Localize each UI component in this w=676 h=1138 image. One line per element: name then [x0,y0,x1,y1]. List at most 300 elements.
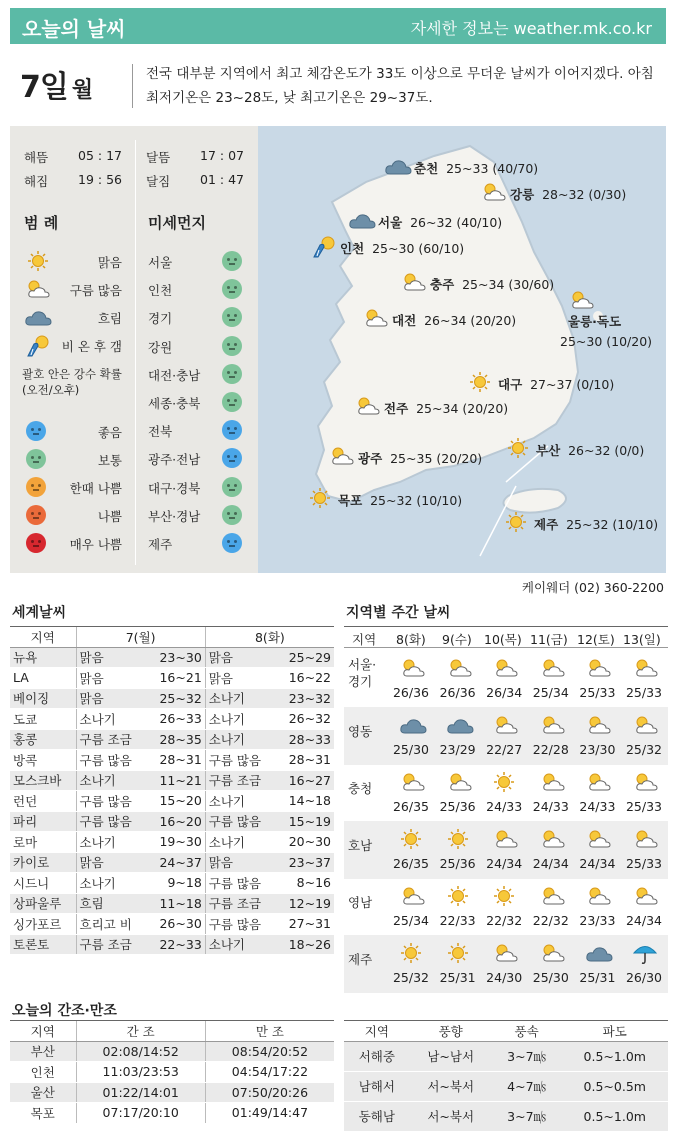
cloud-icon [446,713,474,737]
cloudy-sun-icon [539,884,567,908]
weekly-temp: 22/27 [486,742,523,757]
world-temp-day2: 28~31 [276,750,334,771]
world-city: 모스크바 [10,770,76,791]
world-temp-day2: 12~19 [276,893,334,914]
map-city-value: 26~32 (0/0) [568,443,645,458]
cloudy-sun-icon [492,656,520,680]
map-city [384,399,508,417]
tide-high: 08:54/20:52 [205,1041,334,1062]
sun-icon [492,770,520,794]
world-temp-day2: 23~32 [276,688,334,709]
world-cond-day1: 흐리고 비 [76,914,147,935]
world-temp-day2: 26~32 [276,709,334,730]
map-city-value: 27~37 (0/10) [530,377,615,392]
dust-level-label: 나쁨 [97,509,122,524]
dust-level-label: 한때 나쁨 [69,481,122,496]
dust-region-row [148,476,248,498]
weekly-cell [481,939,527,989]
weekly-temp: 25/33 [579,685,616,700]
weekly-header-row [344,626,668,648]
world-cond-day2: 소나기 [205,688,276,709]
map-city-icon [308,486,336,514]
weekly-temp: 25/33 [625,856,663,871]
dust-level-label: 좋음 [97,425,122,440]
sun-icon [446,827,474,851]
legend-label: 비 온 후 갬 [61,339,122,354]
temp-bad-face-icon [26,477,46,497]
sea-header-row [344,1021,668,1042]
sea-wave: 0.5~1.0m [562,1101,668,1131]
dust-region-row [148,447,248,469]
sea-region: 서해중 [344,1041,410,1071]
cloudy-sun-icon [585,884,613,908]
map-city-icon [354,394,382,422]
sea-row [344,1071,668,1101]
dust-level-very-bad [22,532,122,554]
world-temp-day2: 25~29 [276,647,334,668]
dust-status-icon [222,477,242,497]
world-city: 상파울루 [10,893,76,914]
weekly-cell [574,711,620,761]
tide-header: 간 조 [76,1021,205,1042]
weekly-temp: 22/32 [486,913,523,928]
weekly-temp: 26/34 [486,685,523,700]
world-temp-day2: 16~22 [276,668,334,689]
cloudy-sun-icon [328,444,356,468]
cloud-icon [384,154,412,178]
dust-level-good [22,420,122,442]
tide-low: 02:08/14:52 [76,1041,205,1062]
sea-wind-speed: 4~7㎧ [492,1071,562,1101]
weekly-cell [435,939,481,989]
map-city-name: 대구 [498,377,523,392]
sun-icon [446,884,474,908]
map-city-name: 울릉·독도 [568,314,622,329]
map-city-value: 25~34 (20/20) [416,401,509,416]
sunset-label: 해짐 [24,174,49,189]
map-city-icon [348,208,376,236]
sea-wave: 0.5~1.0m [562,1041,668,1071]
cloudy-sun-icon [568,288,596,312]
world-cond-day2: 소나기 [205,729,276,750]
dust-level-label: 보통 [97,453,122,468]
world-temp-day1: 23~30 [147,647,206,668]
cloudy-sun-icon [492,713,520,737]
weekly-header: 지역 [352,632,377,647]
world-cond-day1: 맑음 [76,647,147,668]
world-cond-day2: 구름 많음 [205,811,276,832]
weekly-temp: 24/33 [486,799,523,814]
map-city-name: 춘천 [414,161,439,176]
weekly-temp: 25/31 [439,970,476,985]
sunset-time: 19 : 56 [78,172,122,187]
cloudy-sun-icon [539,656,567,680]
world-cond-day1: 구름 많음 [76,791,147,812]
sunrise-label: 해뜸 [24,150,49,165]
world-temp-day1: 9~18 [147,873,206,894]
weekly-row [344,821,668,879]
sun-icon [468,370,496,394]
world-temp-day2: 23~37 [276,852,334,873]
map-city-icon [468,370,496,398]
site-link[interactable]: 자세한 정보는 weather.mk.co.kr [410,19,652,38]
weekly-temp: 23/29 [439,742,476,757]
world-cond-day2: 소나기 [205,709,276,730]
world-temp-day1: 28~31 [147,750,206,771]
dust-level-bad [22,504,122,526]
world-city: 베이징 [10,688,76,709]
weekly-cell [435,768,481,818]
world-cond-day2: 소나기 [205,934,276,955]
credit: 케이웨더 (02) 360-2200 [521,580,664,595]
cloudy-sun-icon [632,713,660,737]
world-city: 도쿄 [10,709,76,730]
sea-wind-speed: 3~7㎧ [492,1041,562,1071]
weekly-region: 호남 [348,838,373,853]
world-cond-day1: 맑음 [76,852,147,873]
sea-wind-speed: 3~7㎧ [492,1101,562,1131]
world-cond-day1: 소나기 [76,873,147,894]
weekly-cell [435,654,481,704]
legend-label: 구름 많음 [69,283,122,298]
dust-region-name: 서울 [148,255,173,270]
tide-row [10,1103,334,1124]
weekly-region: 영동 [348,724,373,739]
cloud-icon [585,941,613,965]
cloudy-sun-icon [492,827,520,851]
world-temp-day1: 16~20 [147,811,206,832]
map-city-icon [310,234,338,262]
map-city-name: 목포 [338,493,363,508]
dust-region-row [148,532,248,554]
cloudy-sun-icon [480,180,508,204]
sun-icon [492,884,520,908]
tide-low: 11:03/23:53 [76,1062,205,1083]
map-city-value: 25~32 (10/10) [566,517,659,532]
world-row [10,750,334,771]
weekly-cell [621,711,667,761]
map-city-name: 광주 [358,451,383,466]
weekly-cell [528,825,574,875]
tide-header-row [10,1021,334,1042]
moonrise-time: 17 : 07 [200,148,244,163]
map-city-name: 부산 [536,443,561,458]
world-header-row [10,627,334,648]
world-city: 방콕 [10,750,76,771]
dust-region-row [148,391,248,413]
map-city [338,491,462,509]
cloudy-sun-icon [539,713,567,737]
very-bad-face-icon [26,533,46,553]
dust-level-temp-bad [22,476,122,498]
world-temp-day1: 19~30 [147,832,206,853]
panel-divider [135,140,136,565]
weekly-temp: 25/34 [392,913,430,928]
weekly-cell [574,939,620,989]
weekly-header: 11(금) [530,632,568,647]
cloudy-sun-icon [632,827,660,851]
weekly-region: 서울· 경기 [348,657,377,689]
world-header-day2: 8(화) [205,627,334,648]
weekly-temp: 25/34 [532,685,569,700]
tide-low: 01:22/14:01 [76,1082,205,1103]
map-city-name: 충주 [430,277,455,292]
weekly-cell [388,768,434,818]
weekly-temp: 24/34 [532,856,569,871]
world-row [10,688,334,709]
map-city-name: 인천 [340,241,365,256]
rain-clear-icon [24,334,52,358]
world-temp-day1: 24~37 [147,852,206,873]
cloudy-sun-icon [354,394,382,418]
tide-high: 01:49/14:47 [205,1103,334,1124]
dust-region-name: 부산·경남 [148,508,201,524]
weekly-header: 12(토) [577,632,615,647]
world-temp-day2: 14~18 [276,791,334,812]
legend-item-cloudy-sun [22,278,122,300]
cloudy-sun-icon [585,770,613,794]
world-temp-day2: 28~33 [276,729,334,750]
weekly-row [344,650,668,708]
weekly-cell [481,882,527,932]
weekly-temp: 22/32 [532,913,569,928]
dust-region-name: 세종·충북 [148,396,201,411]
sunrise-time: 05 : 17 [78,148,122,163]
world-temp-day1: 22~33 [147,934,206,955]
weekday: 월 [71,78,93,103]
dust-status-icon [222,533,242,553]
dust-level-normal [22,448,122,470]
world-city: 시드니 [10,873,76,894]
weekly-table [344,626,668,988]
world-temp-day2: 15~19 [276,811,334,832]
weekly-row [344,707,668,765]
cloudy-sun-icon [632,884,660,908]
weekly-cell [621,654,667,704]
sun-icon [26,250,50,272]
weekly-cell [435,711,481,761]
world-cond-day1: 소나기 [76,709,147,730]
world-city: 싱가포르 [10,914,76,935]
weekly-temp: 25/32 [392,970,430,985]
cloudy-sun-icon [632,656,660,680]
weekly-temp: 26/30 [625,970,663,985]
dust-status-icon [222,251,242,271]
sun-icon [399,941,427,965]
world-row [10,914,334,935]
world-title: 세계날씨 [12,605,67,621]
dust-status-icon [222,307,242,327]
weekly-cell [435,882,481,932]
cloudy-sun-icon [539,827,567,851]
dust-status-icon [222,279,242,299]
sea-wind-dir: 서~북서 [410,1071,492,1101]
weekly-region: 영남 [348,895,373,910]
weekly-cell [528,711,574,761]
weekly-temp: 25/30 [532,970,569,985]
weekly-cell [481,768,527,818]
cloud-icon [24,306,52,328]
world-temp-day2: 8~16 [276,873,334,894]
world-row [10,668,334,689]
legend-note: 괄호 안은 강수 확률 (오전/오후) [22,367,122,397]
dust-region-row [148,278,248,300]
world-city: 뉴욕 [10,647,76,668]
sea-wind-dir: 남~남서 [410,1041,492,1071]
cloudy-sun-icon [539,941,567,965]
divider [132,64,133,108]
cloudy-sun-icon [446,656,474,680]
dust-region-name: 광주·전남 [148,452,201,468]
sea-header: 풍향 [410,1021,492,1042]
map-city-name: 대전 [392,313,417,328]
sea-row [344,1041,668,1071]
map-city-value: 25~30 (60/10) [372,241,465,256]
world-temp-day1: 11~21 [147,770,206,791]
weekly-header: 13(일) [623,632,661,647]
weekly-temp: 24/34 [486,856,523,871]
tide-region: 울산 [10,1082,76,1103]
weekly-cell [528,654,574,704]
weekly-cell [621,939,667,989]
weekly-temp: 24/30 [486,970,523,985]
world-temp-day2: 18~26 [276,934,334,955]
weekly-temp: 26/36 [392,685,430,700]
dust-region-row [148,419,248,441]
world-cond-day1: 맑음 [76,688,147,709]
tide-low: 07:17/20:10 [76,1103,205,1124]
weekly-header: 8(화) [396,632,426,647]
weekly-cell [481,825,527,875]
weekly-region: 충청 [348,781,373,796]
world-temp-day1: 26~33 [147,709,206,730]
world-cond-day2: 소나기 [205,791,276,812]
tide-table [10,1020,334,1124]
dust-region-name: 경기 [148,311,173,327]
map-city [430,275,554,293]
world-temp-day1: 15~20 [147,791,206,812]
weekly-header: 9(수) [442,632,472,647]
weekly-temp: 24/34 [625,913,663,928]
world-temp-day2: 16~27 [276,770,334,791]
tide-high: 04:54/17:22 [205,1062,334,1083]
weekly-cell [574,654,620,704]
world-row [10,934,334,955]
world-cond-day1: 구름 조금 [76,729,147,750]
map-city-value: 25~32 (10/10) [370,493,463,508]
world-city: 파리 [10,811,76,832]
dust-region-row [148,306,248,328]
map-city [568,312,621,330]
world-row [10,873,334,894]
tide-row [10,1041,334,1062]
world-row [10,729,334,750]
world-cond-day2: 맑음 [205,647,276,668]
world-temp-day1: 11~18 [147,893,206,914]
world-cond-day1: 맑음 [76,668,147,689]
map-city [498,375,614,393]
cloudy-sun-icon [399,884,427,908]
map-city-value: 28~32 (0/30) [542,187,627,202]
sea-region: 남해서 [344,1071,410,1101]
weekly-temp: 25/32 [625,742,663,757]
date-label [20,62,92,106]
weekly-temp: 25/33 [625,799,663,814]
header-bar [10,8,666,44]
tide-row [10,1062,334,1083]
map-city [536,441,644,459]
weekly-temp: 26/35 [392,799,430,814]
sea-table [344,1020,668,1132]
world-cond-day1: 흐림 [76,893,147,914]
sun-icon [399,827,427,851]
sea-wave: 0.5~0.5m [562,1071,668,1101]
weekly-row [344,935,668,993]
cloudy-sun-icon [446,770,474,794]
weekly-cell [621,825,667,875]
map-city-name: 강릉 [510,187,535,202]
sun-icon [506,436,534,460]
cloudy-sun-icon [399,656,427,680]
weekly-cell [574,882,620,932]
map-city-icon [480,180,508,208]
dust-region-row [148,250,248,272]
world-cond-day2: 구름 조금 [205,770,276,791]
weekly-region: 제주 [348,952,373,967]
cloud-icon [348,208,376,232]
map-city-icon [384,154,412,182]
tide-row [10,1082,334,1103]
dust-region-name: 대전·충남 [148,367,201,383]
world-header-region: 지역 [10,627,76,648]
weekly-cell [481,711,527,761]
dust-region-name: 전북 [148,424,173,440]
dust-status-icon [222,392,242,412]
dust-region-name: 대구·경북 [148,480,201,496]
cloud-icon [399,713,427,737]
map-city-icon [506,436,534,464]
legend-title: 범 례 [24,214,59,232]
dust-level-label: 매우 나쁨 [69,537,122,552]
dust-status-icon [222,505,242,525]
cloudy-sun-icon [585,713,613,737]
sea-row [344,1101,668,1131]
day: 7일 [20,70,68,105]
map-city-value: 26~34 (20/20) [424,313,517,328]
map-city-value: 25~33 (40/70) [446,161,539,176]
tide-region: 목포 [10,1103,76,1124]
world-cond-day2: 구름 많음 [205,873,276,894]
tide-high: 07:50/20:26 [205,1082,334,1103]
sea-header: 풍속 [492,1021,562,1042]
weekly-temp: 23/33 [579,913,616,928]
world-temp-day1: 26~30 [147,914,206,935]
summary-text: 전국 대부분 지역에서 최고 체감온도가 33도 이상으로 무더운 날씨가 이어지겠다. 아침 최저기온은 23~28도, 낮 최고기온은 29~37도. [146,66,654,106]
world-table [10,626,334,955]
weekly-cell [435,825,481,875]
world-header-day1: 7(월) [76,627,205,648]
weekly-header: 10(목) [484,632,522,647]
dust-status-icon [222,448,242,468]
world-city: 카이로 [10,852,76,873]
normal-face-icon [26,449,46,469]
weekly-row [344,878,668,936]
tide-title: 오늘의 간조·만조 [12,1003,117,1019]
map-city-value: 25~30 (10/20) [560,334,653,349]
map-city-icon [504,510,532,538]
weekly-cell [388,882,434,932]
cloudy-sun-icon [362,306,390,330]
